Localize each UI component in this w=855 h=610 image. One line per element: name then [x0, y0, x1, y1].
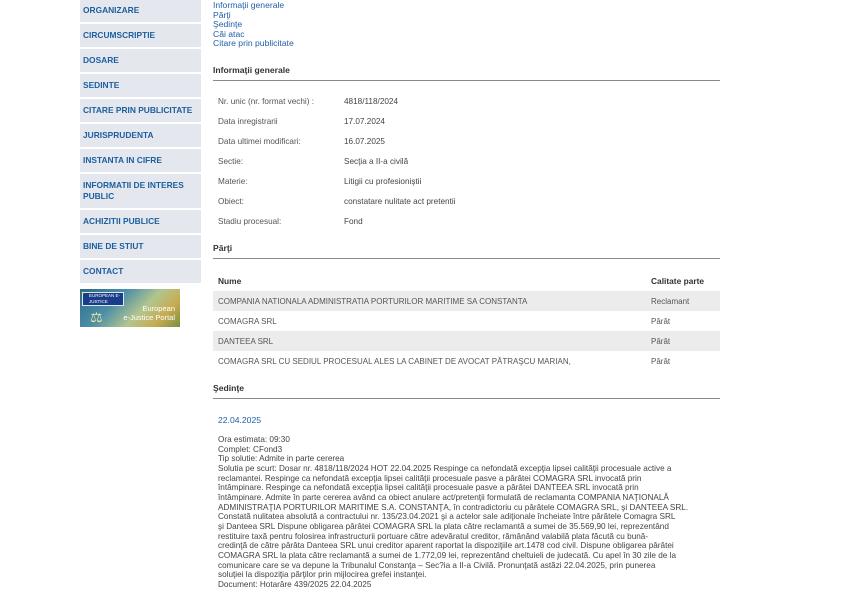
sedinta-document-line[interactable]: Document: Hotarâre 439/2025 22.04.2025 [218, 579, 372, 589]
info-label: Materie: [218, 177, 248, 186]
ejustice-line1: European [142, 304, 175, 313]
parti-table [213, 270, 720, 371]
sedinta-line: Tip solutie: Admite in parte cererea [218, 454, 345, 464]
column-header-calitate-parte: Calitate parte [651, 275, 705, 286]
info-value: Fond [344, 217, 363, 226]
sedinta-details [218, 435, 718, 590]
nav-sedinte[interactable]: SEDINTE [80, 74, 201, 97]
link-sedinte[interactable]: Şedinţe [213, 19, 243, 30]
link-citare-prin-publicitate[interactable]: Citare prin publicitate [213, 38, 294, 49]
sedinta-line: Solutia pe scurt: Dosar nr. 4818/118/2024 HOT 22.04.2025 Respinge ca nefondată excepţia lipsei calităţii procesuale active a [218, 463, 672, 473]
sedinta-line: Complet: CFond3 [218, 444, 283, 454]
info-value: 4818/118/2024 [344, 97, 399, 106]
section-title-sedinte: Şedinţe [213, 383, 720, 399]
nav-citare-prin-publicitate[interactable]: CITARE PRIN PUBLICITATE [80, 99, 201, 122]
info-label: Stadiu procesual: [218, 217, 282, 226]
link-parti[interactable]: Părţi [213, 9, 231, 20]
nav-bine-de-stiut[interactable]: BINE DE STIUT [80, 235, 201, 258]
nav-organizare[interactable]: ORGANIZARE [80, 0, 201, 22]
party-role: Pârât [646, 331, 720, 351]
sedinta-line: întâmpinare. Admite în parte cererea având ca obiect anulare act/pretenţii formulată de reclamanta COMPANIA NAŢIONALĂ [218, 492, 669, 502]
info-value: Litigii cu profesioniştii [344, 177, 422, 186]
party-role: Pârât [651, 316, 671, 326]
sedinta-line: reclamantei. Respinge ca nefondată excepţia lipsei calităţii procesuale pasve a pârâtei COMAGRA SRL invocată prin [218, 473, 642, 483]
ejustice-portal-banner[interactable] [80, 289, 180, 327]
sedinta-line: comunicare care se va depune la Tribunalul Constanţa – Sec?ia a II-a Civilă. Pronunţată astăzi 22.04.2025, prin punerea [218, 560, 656, 570]
sedinta-line: soluţiei la dispoziţia părţilor prin mijlocirea grefei instanţei. [218, 570, 427, 580]
info-label: Data ultimei modificari: [218, 137, 301, 146]
party-role: Pârât [651, 356, 671, 366]
party-name: DANTEEA SRL [213, 331, 646, 351]
table-row [213, 311, 720, 331]
sedinta-date: 22.04.2025 [218, 415, 262, 425]
nav-circumscriptie[interactable]: CIRCUMSCRIPTIE [80, 24, 201, 47]
scales-of-justice-icon: ⚖ [90, 309, 103, 325]
nav-achizitii-publice[interactable]: ACHIZITII PUBLICE [80, 210, 201, 233]
eu-stars-icon: ★ [81, 290, 85, 295]
ejustice-badge: EUROPEAN E-JUSTICE [82, 292, 124, 306]
table-row [213, 331, 720, 351]
info-value: 16.07.2025 [344, 137, 385, 146]
sedinta-line: Ora estimata: 09:30 [218, 435, 290, 444]
ejustice-line2: e-Justice Portal [123, 312, 175, 322]
nav-jurisprudenta[interactable]: JURISPRUDENTA [80, 124, 201, 147]
nav-dosare[interactable]: DOSARE [80, 49, 201, 72]
table-row [213, 351, 720, 371]
sedinta-line: credinţă de către pârâta Danteea SRL unui creditor aparent raportat la dispoziţiile art.1478 cod civil. Dispune obligarea pârâtei [218, 541, 674, 551]
sedinta-line: şi Danteea SRL Dispune obligarea pârâtei COMAGRA SRL la plata către reclamantă a sumei de 35.569,90 lei, reprezentând [218, 521, 669, 531]
table-header-row [213, 270, 720, 291]
sedinta-line: COMAGRA SRL la plata către reclamantă a sumei de 1.772,09 lei, reprezentând cheltuieli de judecată. Cu apel în 30 zile de la [218, 550, 677, 560]
section-title-parti: Părţi [213, 243, 720, 259]
nav-contact[interactable]: CONTACT [80, 260, 201, 283]
info-label: Data inregistrarii [218, 117, 278, 126]
sedinta-line: ADMINISTRAŢIA PORTURILOR MARITIME S.A. CONSTANŢA, în contradictoriu cu pârâtele COMAGRA SRL, şi DANTEEA SRL. [218, 502, 689, 512]
link-cai-atac[interactable]: Căi atac [213, 28, 245, 39]
party-name: COMPANIA NATIONALA ADMINISTRATIA PORTURILOR MARITIME SA CONSTANTA [213, 291, 646, 311]
info-value: constatare nulitate act pretentii [344, 197, 456, 206]
section-title-informatii-generale: Informaţii generale [213, 65, 720, 81]
info-value: 17.07.2024 [344, 117, 385, 126]
sidebar-nav [80, 0, 201, 327]
sedinta-line: Constată nulitatea absolută a contractului nr. 135/23.04.2021 şi a actelor sale adiţionale încheiate între pârâtele Comagra SRL [218, 512, 676, 522]
sedinta-line: restituire taxă pentru folosirea infrastructurii portuare către adevăratul creditor, rămânând valabilă plata făcută cu bună- [218, 531, 649, 541]
nav-instanta-in-cifre[interactable]: INSTANTA IN CIFRE [80, 149, 201, 172]
party-name: COMAGRA SRL CU SEDIUL PROCESUAL ALES LA CABINET DE AVOCAT PĂTRAŞCU MARIAN, [218, 356, 571, 366]
sedinta-line: întâmpinare. Respinge ca nefondată excepţia lipsei calităţii procesuale pasve a pârâtei DANTEEA SRL invocată prin [218, 483, 639, 493]
section-anchor-links [213, 1, 294, 49]
link-informatii-generale[interactable]: Informaţii generale [213, 0, 285, 10]
info-value: Secţia a II-a civilă [344, 157, 409, 166]
info-label: Obiect: [218, 197, 244, 206]
party-name: COMAGRA SRL [218, 316, 277, 326]
ejustice-portal-label [123, 305, 175, 322]
nav-informatii-interes-public[interactable]: INFORMATII DE INTERES PUBLIC [80, 174, 201, 208]
party-role: Reclamant [646, 291, 720, 311]
table-row [213, 291, 720, 311]
info-label: Sectie: [218, 157, 244, 166]
info-label: Nr. unic (nr. format vechi) : [218, 97, 315, 106]
column-header-nume: Nume [218, 275, 242, 286]
